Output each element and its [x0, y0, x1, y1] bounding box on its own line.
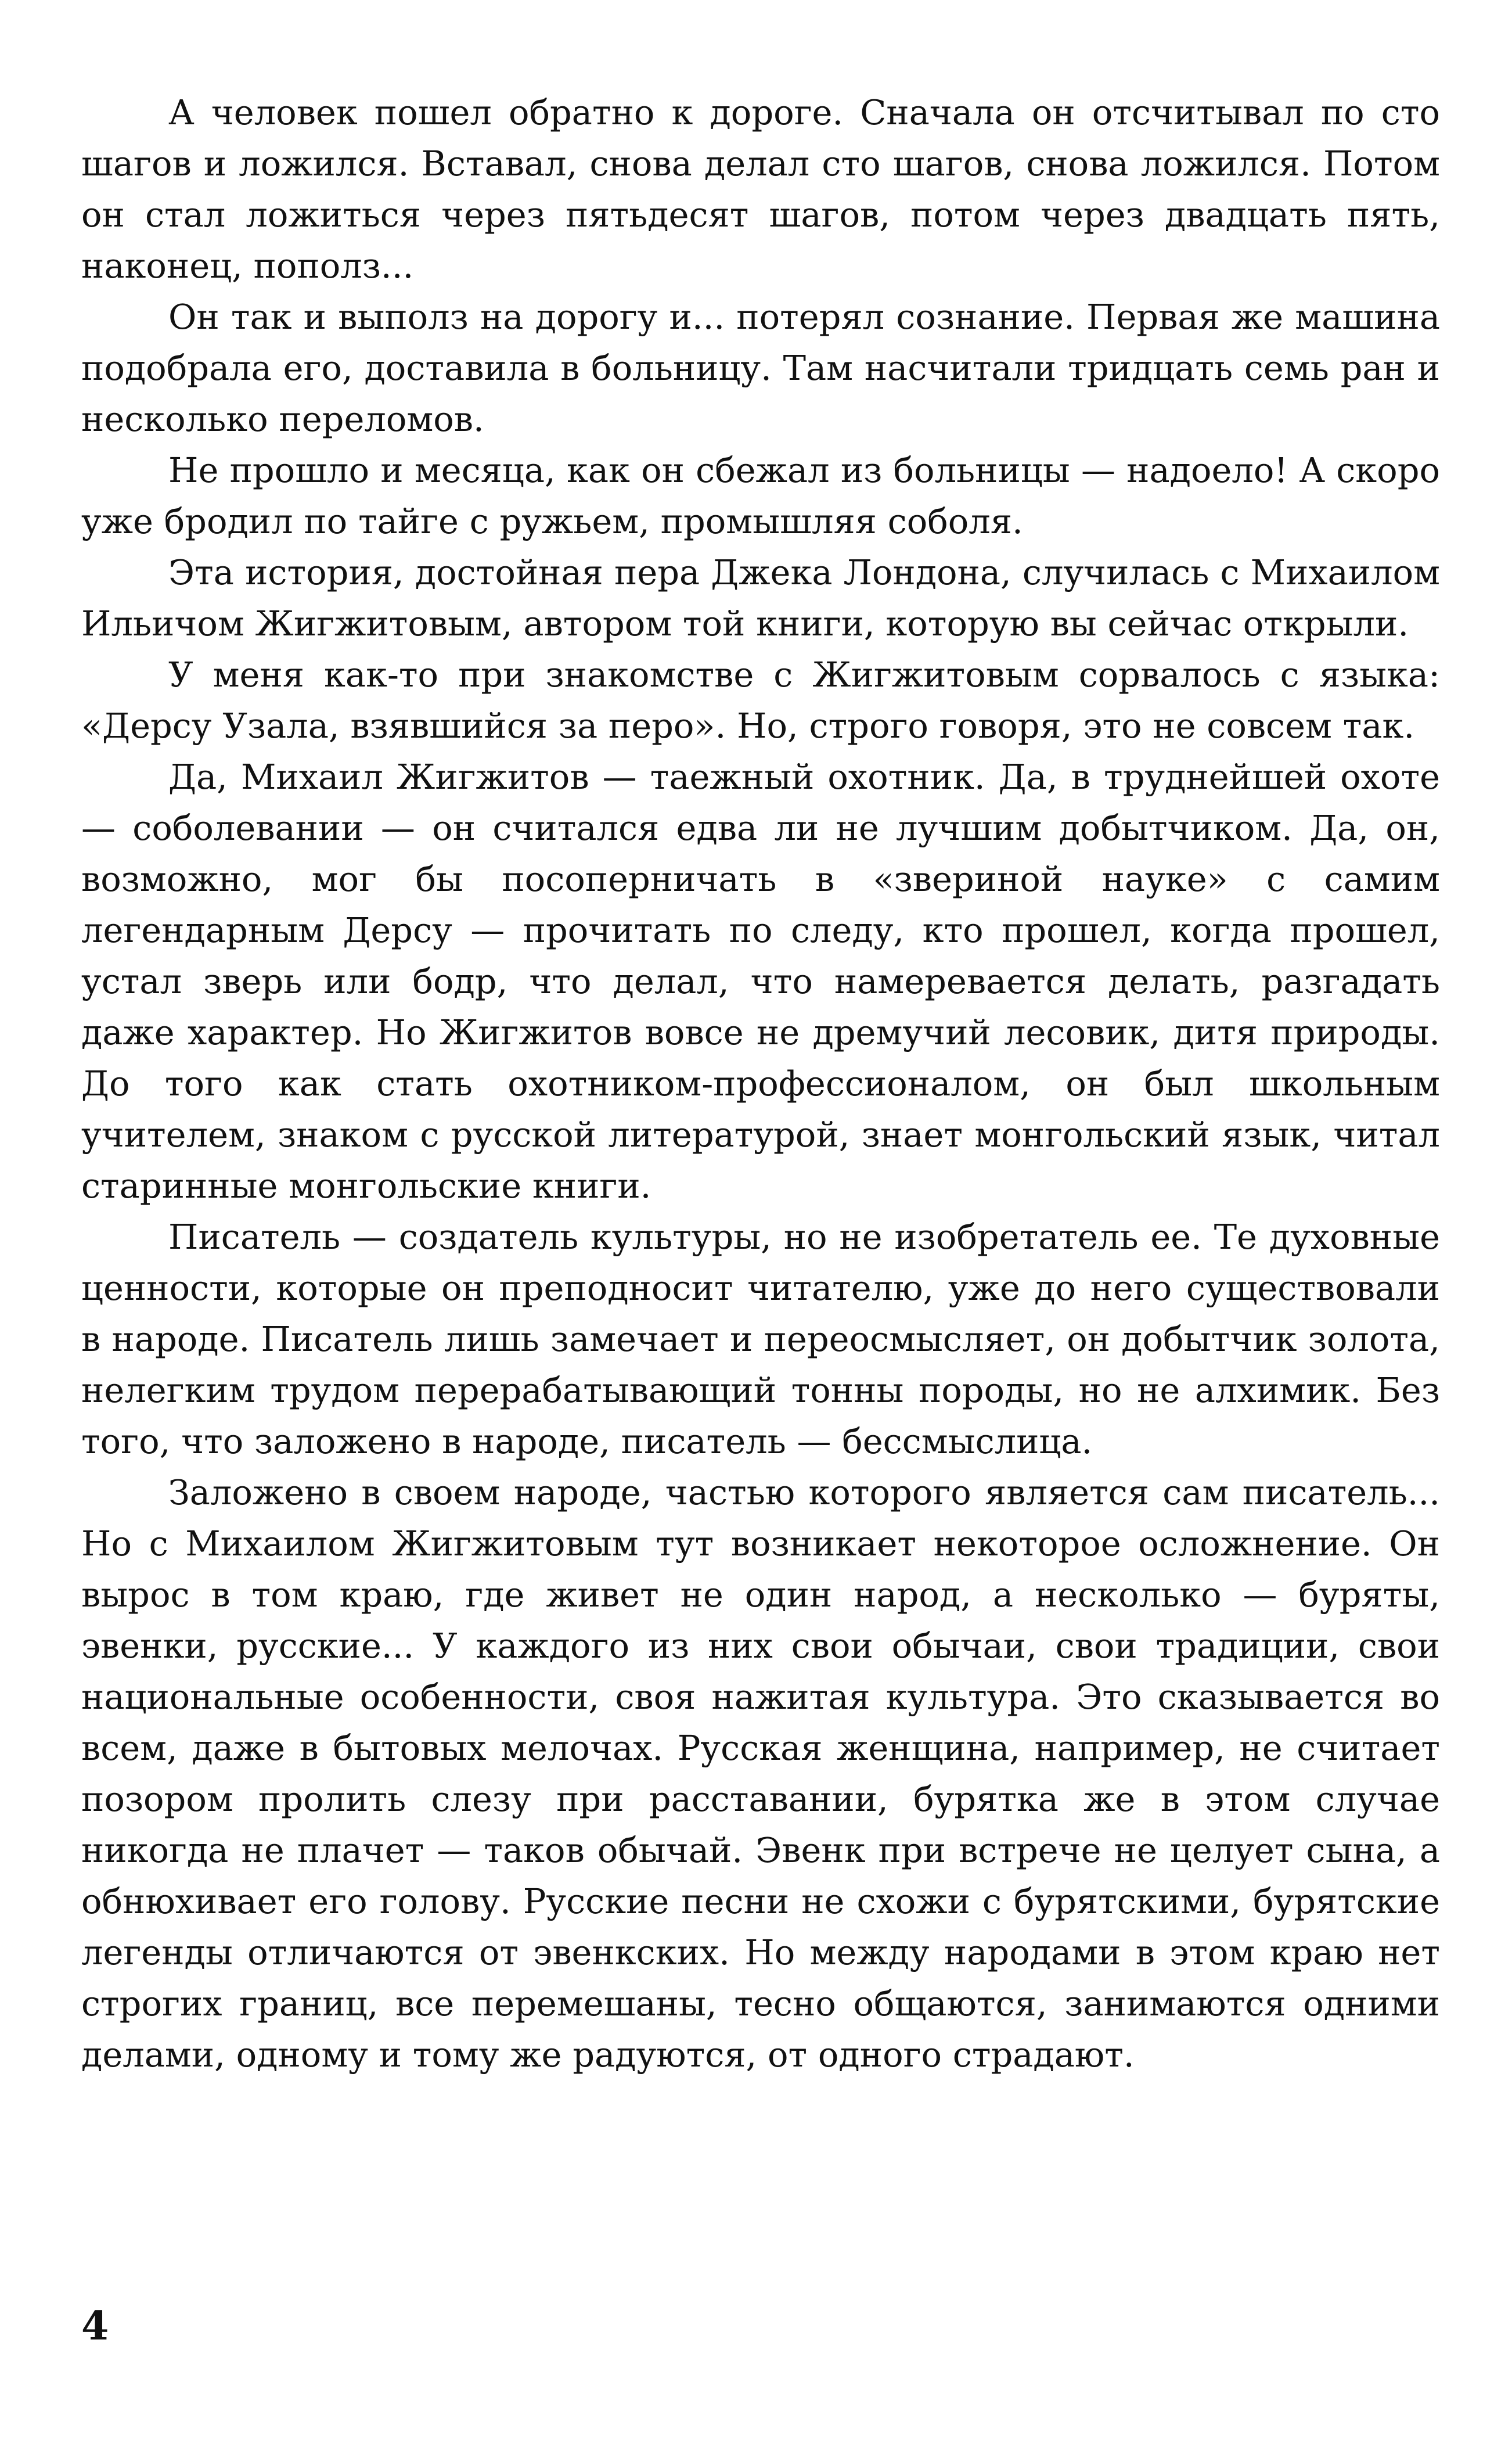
paragraph-6: Да, Михаил Жигжитов — таежный охотник. Да, в труднейшей охоте — соболевании — он считался едва ли не лучшим добытчиком. Да, он, возможно, мог бы посоперничать в «звериной науке» с самим легендарным Дерсу — прочитать по следу, кто прошел, когда прошел, устал зверь или бодр, что делал, что намеревается делать, разгадать даже характер. Но Жигжитов вовсе не дремучий лесовик, дитя природы. До того как стать охотником-профессионалом, он был школьным учителем, знаком с русской литературой, знает монгольский язык, читал старинные монгольские книги. [81, 757, 1440, 1206]
paragraph-3: Не прошло и месяца, как он сбежал из больницы — надоело! А скоро уже бродил по тайге с ружьем, промышляя соболя. [81, 450, 1440, 541]
paragraph-7: Писатель — создатель культуры, но не изобретатель ее. Те духовные ценности, которые он преподносит читателю, уже до него существовали в народе. Писатель лишь замечает и переосмысляет, он добытчик золота, нелегким трудом перерабатывающий тонны породы, но не алхимик. Без того, что заложено в народе, писатель — бессмыслица. [81, 1217, 1440, 1461]
paragraph-4: Эта история, достойная пера Джека Лондона, случилась с Михаилом Ильичом Жигжитовым, автором той книги, которую вы сейчас открыли. [81, 552, 1440, 644]
paragraph-2: Он так и выполз на дорогу и... потерял сознание. Первая же машина подобрала его, доставила в больницу. Там насчитали тридцать семь ран и несколько переломов. [81, 297, 1440, 439]
paragraph-5: У меня как-то при знакомстве с Жигжитовым сорвалось с языка: «Дерсу Узала, взявшийся за перо». Но, строго говоря, это не совсем так. [81, 655, 1440, 746]
paragraph-1: А человек пошел обратно к дороге. Сначала он отсчитывал по сто шагов и ложился. Вставал, снова делал сто шагов, снова ложился. Потом он стал ложиться через пятьдесят шагов, потом через двадцать пять, наконец, пополз... [81, 92, 1440, 286]
page-number: 4 [81, 2303, 109, 2349]
page-body [81, 87, 1440, 2080]
paragraph-8: Заложено в своем народе, частью которого является сам писатель... Но с Михаилом Жигжитовым тут возникает некоторое осложнение. Он вырос в том краю, где живет не один народ, а несколько — буряты, эвенки, русские... У каждого из них свои обычаи, свои традиции, свои национальные особенности, своя нажитая культура. Это сказывается во всем, даже в бытовых мелочах. Русская женщина, например, не считает позором пролить слезу при расставании, бурятка же в этом случае никогда не плачет — таков обычай. Эвенк при встрече не целует сына, а обнюхивает его голову. Русские песни не схожи с бурятскими, бурятские легенды отличаются от эвенкских. Но между народами в этом краю нет строгих границ, все перемешаны, тесно общаются, занимаются одними делами, одному и тому же радуются, от одного страдают. [81, 1472, 1440, 2075]
